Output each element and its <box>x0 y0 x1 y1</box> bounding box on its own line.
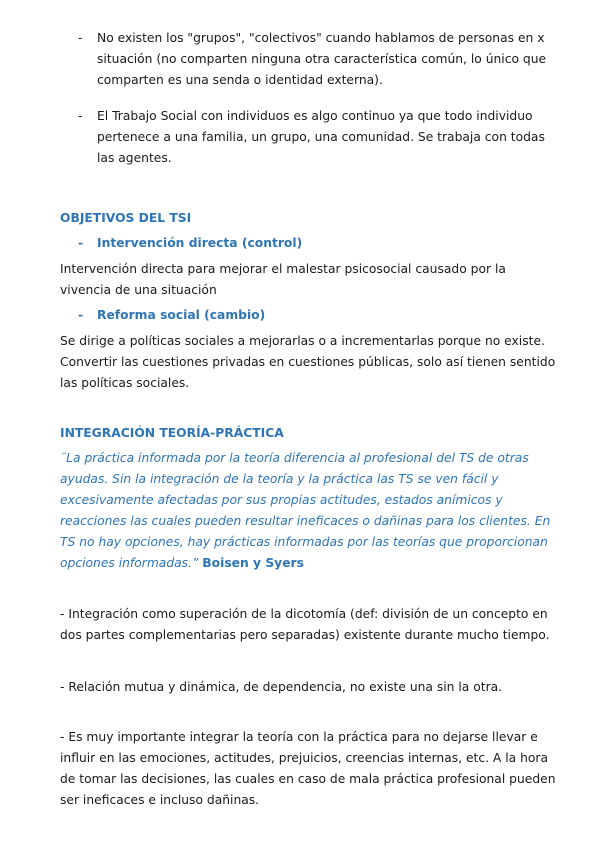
list-item-text: El Trabajo Social con individuos es algo continuo ya que todo individuo pertenece a una familia, un grupo, una comunidad. Se trabaja con todas las agentes. <box>97 109 545 165</box>
paragraph: - Es muy importante integrar la teoría con la práctica para no dejarse llevar e influir en las emociones, actitudes, prejuicios, creencias internas, etc. A la hora de tomar las decisiones, las cuales en caso de mala práctica profesional pueden ser ineficaces e incluso dañinas. <box>60 730 556 807</box>
bullet-marker: - <box>78 308 84 322</box>
quote-text: ¨La práctica informada por la teoría diferencia al profesional del TS de otras ayudas. Sin la integración de la teoría y la práctica las TS se ven fácil y excesivamente afectadas por sus propias actitudes, estados anímicos y reacciones las cuales pueden resultar ineficaces o dañinas para los clientes. En TS no hay opciones, hay prácticas informadas por las teorías que proporcionan opciones informadas.” <box>60 451 551 570</box>
subheading-text: Intervención directa (control) <box>97 236 303 250</box>
section-heading-objetivos: OBJETIVOS DEL TSI <box>60 211 192 225</box>
list-item <box>0 106 600 172</box>
bullet-marker: - <box>78 31 83 45</box>
list-item-text: No existen los "grupos", "colectivos" cuando hablamos de personas en x situación (no comparten ninguna otra característica común, lo único que comparten es una senda o identidad externa). <box>97 31 547 87</box>
section-heading-integracion: INTEGRACIÓN TEORÍA-PRÁCTICA <box>60 426 284 440</box>
paragraph: Se dirige a políticas sociales a mejorarlas o a incrementarlas porque no existe. Convertir las cuestiones privadas en cuestiones públicas, solo así tienen sentido las políticas sociales. <box>60 334 556 390</box>
paragraph: - Relación mutua y dinámica, de dependencia, no existe una sin la otra. <box>60 680 503 694</box>
subheading-text: Reforma social (cambio) <box>97 308 266 322</box>
subheading-reforma-social <box>78 305 265 326</box>
quote-author: Boisen y Syers <box>202 556 304 570</box>
paragraph: Intervención directa para mejorar el malestar psicosocial causado por la vivencia de una situación <box>60 262 506 297</box>
subheading-intervencion-directa <box>78 233 302 254</box>
bullet-marker: - <box>78 109 83 123</box>
paragraph: - Integración como superación de la dicotomía (def: división de un concepto en dos partes complementarias pero separadas) existente durante mucho tiempo. <box>60 607 550 642</box>
quote-block <box>60 448 560 574</box>
list-item <box>0 28 600 94</box>
bullet-marker: - <box>78 236 84 250</box>
